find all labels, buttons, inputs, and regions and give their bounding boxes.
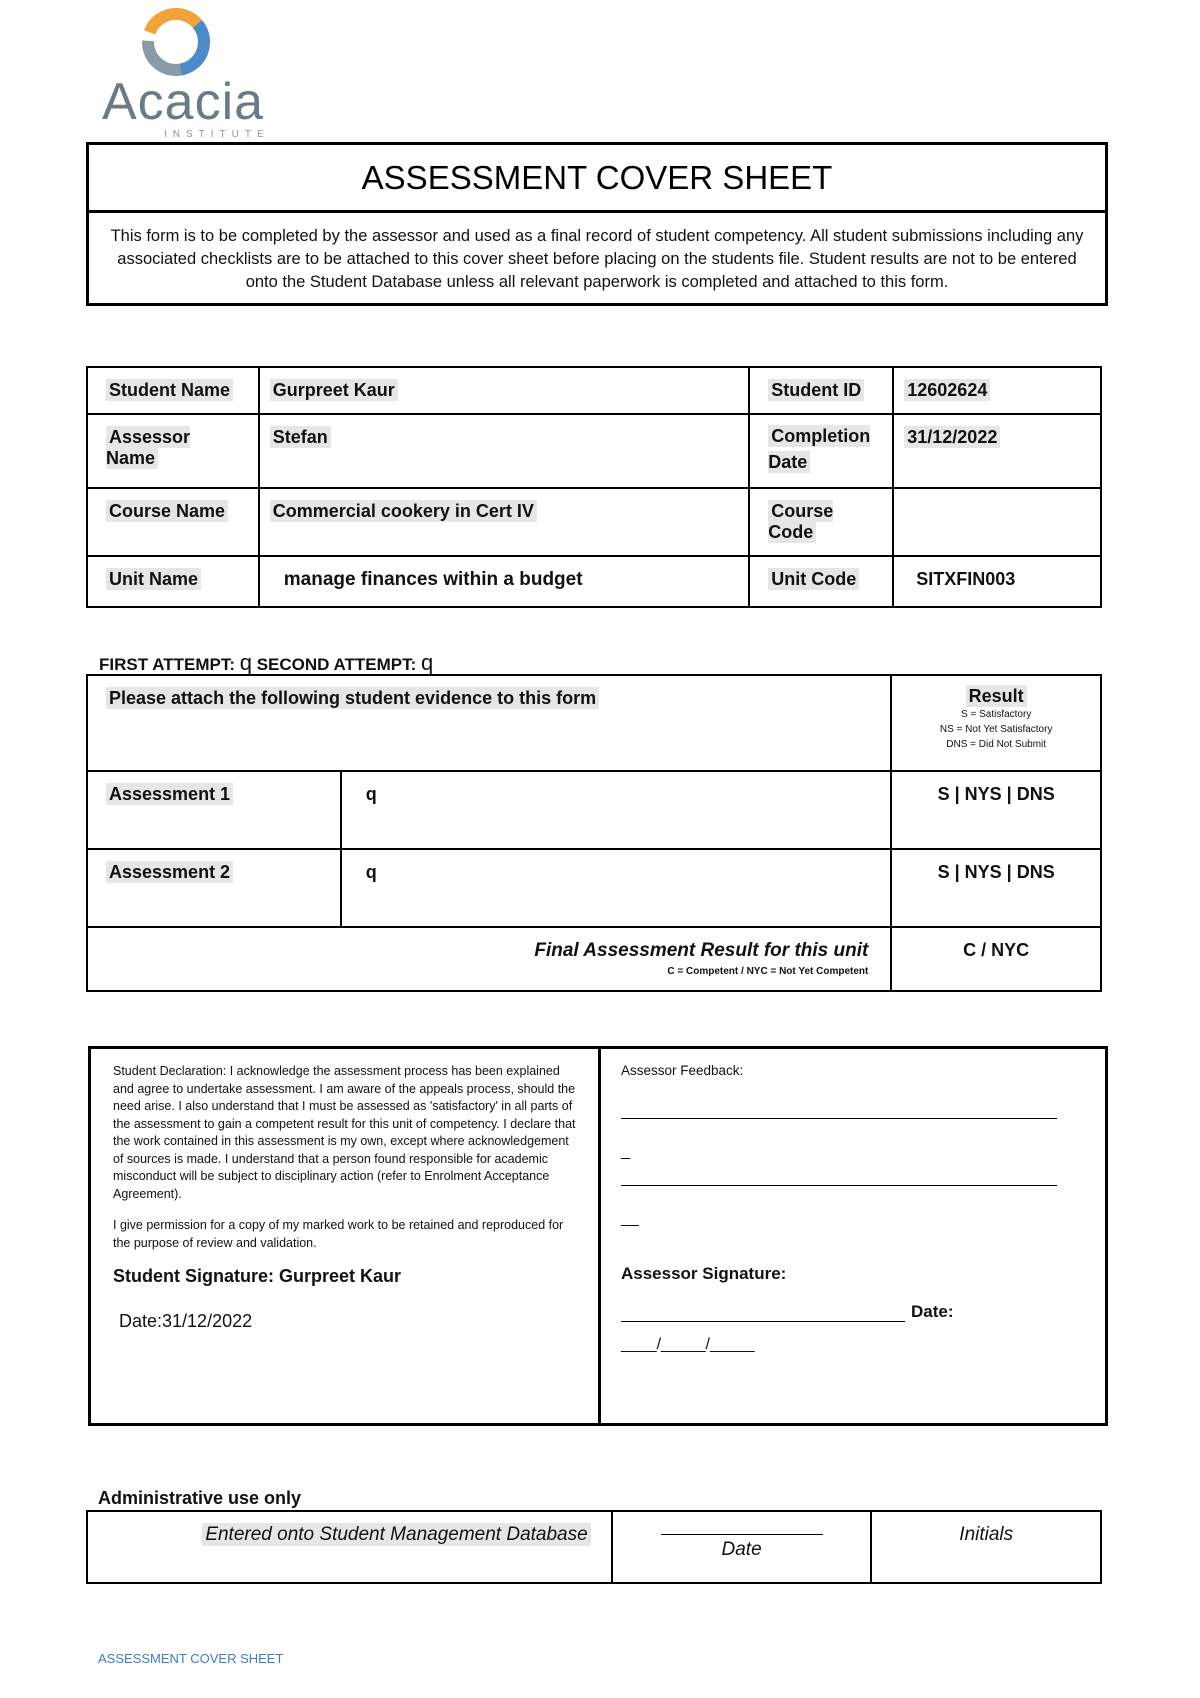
feedback-dash-1: _ — [621, 1143, 630, 1160]
final-result-label: Final Assessment Result for this unit — [534, 940, 869, 961]
final-result-value[interactable]: C / NYC — [963, 940, 1030, 960]
assessor-feedback-panel — [601, 1049, 1105, 1423]
student-date[interactable]: Date:31/12/2022 — [119, 1311, 253, 1331]
result-key-s: S = Satisfactory — [961, 709, 1032, 720]
assessor-signature-line[interactable] — [621, 1321, 905, 1322]
logo-swirl-icon — [136, 2, 216, 82]
admin-entered-label: Entered onto Student Management Database — [202, 1523, 590, 1546]
first-attempt-label: FIRST ATTEMPT: — [99, 655, 235, 674]
admin-date-line[interactable] — [661, 1534, 823, 1535]
assessment-2-label: Assessment 2 — [106, 861, 233, 883]
admin-table — [86, 1510, 1102, 1584]
header-description: This form is to be completed by the assessor and used as a final record of student competency. All student submissions including any associated checklists are to be attached to this cover sheet before placing on the students file. Student results are not to be entered onto the Student Database unless all relevant paperwork is completed and attached to this form. — [110, 227, 1084, 291]
student-signature[interactable]: Student Signature: Gurpreet Kaur — [113, 1266, 402, 1286]
assessor-date-blank[interactable]: ____/_____/_____ — [621, 1336, 755, 1353]
feedback-line-1[interactable] — [621, 1118, 1057, 1119]
attempt-line — [99, 650, 433, 676]
assessment-1-checkbox[interactable]: q — [365, 784, 377, 804]
table-row — [87, 771, 1101, 849]
admin-initials-label: Initials — [959, 1524, 1014, 1545]
feedback-line-2[interactable] — [621, 1185, 1057, 1186]
first-attempt-checkbox[interactable]: q — [239, 650, 252, 675]
assessment-2-result[interactable]: S | NYS | DNS — [937, 862, 1055, 882]
unit-name-label: Unit Name — [106, 568, 201, 590]
acacia-logo — [98, 2, 270, 142]
course-name-label: Course Name — [106, 500, 228, 522]
assessor-name-label: Assessor Name — [106, 427, 191, 468]
second-attempt-checkbox[interactable]: q — [421, 650, 434, 675]
permission-text: I give permission for a copy of my marked work to be retained and reproduced for the purpose of review and validation. — [113, 1218, 564, 1250]
logo-wordmark: Acacia — [102, 73, 265, 131]
second-attempt-label: SECOND ATTEMPT: — [256, 655, 417, 674]
student-id-label: Student ID — [768, 379, 864, 401]
evidence-table — [86, 674, 1102, 992]
admin-title: Administrative use only — [98, 1488, 302, 1508]
page-title: ASSESSMENT COVER SHEET — [89, 145, 1105, 213]
result-key-ns: NS = Not Yet Satisfactory — [939, 724, 1053, 735]
assessor-name-value[interactable]: Stefan — [270, 426, 331, 448]
student-id-value[interactable]: 12602624 — [904, 379, 990, 401]
assessor-date-label: Date: — [911, 1302, 954, 1321]
unit-code-label: Unit Code — [768, 568, 859, 590]
student-declaration-panel — [91, 1049, 601, 1423]
student-info-table — [86, 366, 1102, 608]
student-name-label: Student Name — [106, 379, 233, 401]
assessor-feedback-label: Assessor Feedback: — [621, 1063, 744, 1078]
cover-sheet-header — [86, 142, 1108, 306]
final-result-key: C = Competent / NYC = Not Yet Competent — [667, 966, 869, 977]
unit-code-value[interactable]: SITXFIN003 — [916, 569, 1016, 589]
assessor-signature-label: Assessor Signature: — [621, 1264, 787, 1283]
course-code-label: Course Code — [768, 501, 834, 542]
student-name-value[interactable]: Gurpreet Kaur — [270, 379, 398, 401]
assessment-2-checkbox[interactable]: q — [365, 862, 377, 882]
logo-subtitle: INSTITUTE — [164, 129, 270, 140]
result-label: Result — [966, 685, 1027, 707]
footer-text: ASSESSMENT COVER SHEET — [98, 1651, 284, 1666]
table-row — [87, 849, 1101, 927]
assessment-1-label: Assessment 1 — [106, 783, 233, 805]
declaration-box — [88, 1046, 1108, 1426]
admin-date-label: Date — [721, 1539, 762, 1560]
student-declaration-text: Student Declaration: I acknowledge the assessment process has been explained and agree to undertake assessment. I am aware of the appeals process, should the need arise. I also understand that I must be assessed as 'satisfactory' in all parts of the assessment to gain a competent result for this unit of competency. I declare that the work contained in this assessment is my own, except where acknowledgement of sources is made. I understand that a person found responsible for academic misconduct will be subject to disciplinary action (refer to Enrolment Acceptance Agreement). — [113, 1064, 576, 1201]
feedback-dash-2: __ — [621, 1210, 639, 1227]
result-key-dns: DNS = Did Not Submit — [946, 739, 1047, 750]
evidence-header: Please attach the following student evidence to this form — [106, 687, 599, 709]
completion-date-value[interactable]: 31/12/2022 — [904, 426, 1000, 448]
completion-date-label: Completion Date — [768, 426, 871, 472]
unit-name-value[interactable]: manage finances within a budget — [283, 569, 583, 590]
course-name-value[interactable]: Commercial cookery in Cert IV — [270, 500, 537, 522]
assessment-1-result[interactable]: S | NYS | DNS — [937, 784, 1055, 804]
